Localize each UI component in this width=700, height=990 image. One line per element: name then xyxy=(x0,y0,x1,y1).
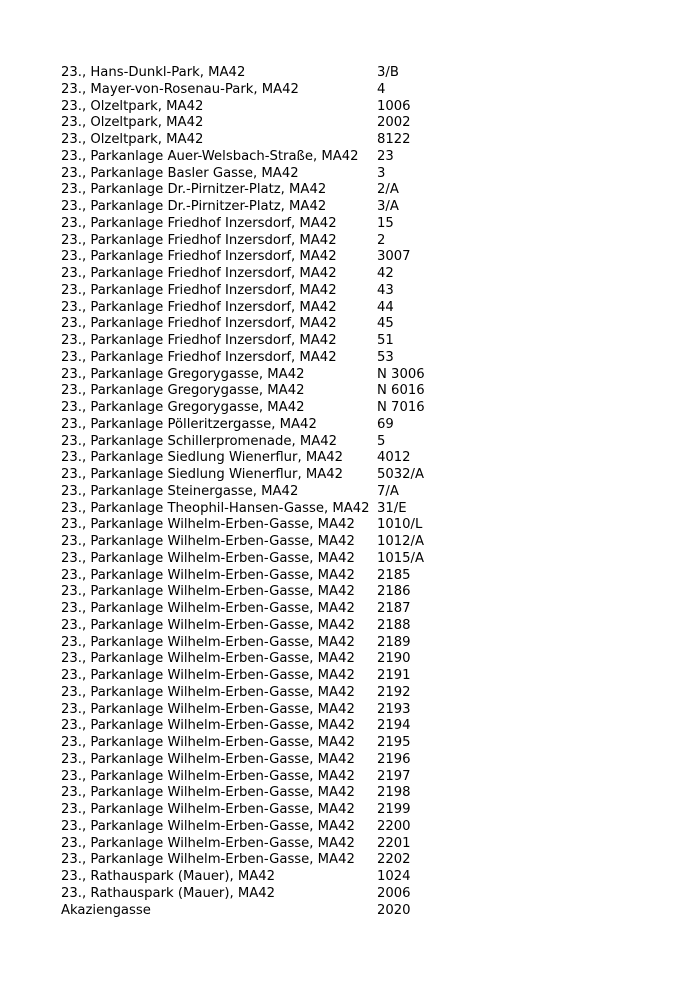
location-name: 23., Parkanlage Wilhelm-Erben-Gasse, MA42 xyxy=(61,550,355,566)
location-number: 4012 xyxy=(377,450,411,466)
location-name: 23., Parkanlage Wilhelm-Erben-Gasse, MA42 xyxy=(61,534,355,549)
table-row xyxy=(61,668,661,685)
location-name: 23., Parkanlage Wilhelm-Erben-Gasse, MA42 xyxy=(61,852,355,868)
location-number: 2198 xyxy=(377,785,411,801)
location-number: 1012/A xyxy=(377,534,425,549)
location-name: 23., Parkanlage Auer-Welsbach-Straße, MA42 xyxy=(61,148,359,164)
location-name: 23., Parkanlage Wilhelm-Erben-Gasse, MA42 xyxy=(61,668,355,683)
location-number: 31/E xyxy=(377,500,407,516)
table-row xyxy=(61,300,661,317)
location-name: 23., Parkanlage Wilhelm-Erben-Gasse, MA42 xyxy=(61,785,355,801)
location-number: 2195 xyxy=(377,735,411,750)
table-row xyxy=(61,651,661,668)
location-number: 3/B xyxy=(377,65,399,80)
table-row xyxy=(61,802,661,819)
location-number: 45 xyxy=(377,316,394,332)
location-name: 23., Parkanlage Theophil-Hansen-Gasse, MA42 xyxy=(61,500,370,516)
table-row xyxy=(61,166,661,183)
location-name: 23., Parkanlage Wilhelm-Erben-Gasse, MA42 xyxy=(61,718,355,734)
location-number: 1015/A xyxy=(377,550,425,566)
location-name: 23., Parkanlage Dr.-Pirnitzer-Platz, MA42 xyxy=(61,199,327,214)
table-row xyxy=(61,785,661,802)
table-row xyxy=(61,836,661,853)
location-name: Akaziengasse xyxy=(61,902,151,918)
location-number: 2189 xyxy=(377,634,411,650)
location-number: N 7016 xyxy=(377,400,425,415)
location-number: 2006 xyxy=(377,885,411,901)
table-row xyxy=(61,115,661,132)
location-name: 23., Parkanlage Siedlung Wienerflur, MA42 xyxy=(61,467,344,482)
table-row xyxy=(61,886,661,903)
table-row xyxy=(61,584,661,601)
table-row xyxy=(61,702,661,719)
location-name: 23., Parkanlage Siedlung Wienerflur, MA42 xyxy=(61,450,344,466)
location-number: 2201 xyxy=(377,835,411,851)
table-row xyxy=(61,149,661,166)
location-number: 1024 xyxy=(377,869,411,884)
location-name: 23., Parkanlage Friedhof Inzersdorf, MA42 xyxy=(61,282,337,298)
location-number: 2186 xyxy=(377,584,411,600)
location-name: 23., Parkanlage Friedhof Inzersdorf, MA42 xyxy=(61,266,337,281)
table-row xyxy=(61,685,661,702)
location-name: 23., Parkanlage Friedhof Inzersdorf, MA42 xyxy=(61,249,337,265)
location-name: 23., Parkanlage Wilhelm-Erben-Gasse, MA42 xyxy=(61,567,355,583)
table-row xyxy=(61,266,661,283)
location-name: 23., Parkanlage Gregorygasse, MA42 xyxy=(61,366,305,382)
location-number: 8122 xyxy=(377,132,411,147)
location-number: 2200 xyxy=(377,818,411,834)
location-name: 23., Parkanlage Wilhelm-Erben-Gasse, MA42 xyxy=(61,634,355,650)
table-row xyxy=(61,819,661,836)
location-name: 23., Parkanlage Friedhof Inzersdorf, MA42 xyxy=(61,349,337,365)
location-name: 23., Parkanlage Wilhelm-Erben-Gasse, MA42 xyxy=(61,651,355,667)
location-number: 2002 xyxy=(377,115,411,131)
location-number: 4 xyxy=(377,81,386,97)
location-number: 2197 xyxy=(377,768,411,784)
location-name: 23., Parkanlage Wilhelm-Erben-Gasse, MA42 xyxy=(61,617,355,633)
location-name: 23., Parkanlage Wilhelm-Erben-Gasse, MA42 xyxy=(61,584,355,600)
location-number: 5032/A xyxy=(377,467,425,482)
location-name: 23., Parkanlage Friedhof Inzersdorf, MA42 xyxy=(61,316,337,332)
table-row xyxy=(61,383,661,400)
location-name: 23., Parkanlage Friedhof Inzersdorf, MA42 xyxy=(61,299,337,315)
table-row xyxy=(61,249,661,266)
location-number: 15 xyxy=(377,215,394,231)
table-row xyxy=(61,82,661,99)
table-row xyxy=(61,618,661,635)
location-number: 69 xyxy=(377,416,394,432)
table-row xyxy=(61,635,661,652)
table-row xyxy=(61,132,661,149)
table-row xyxy=(61,316,661,333)
location-name: 23., Ölzeltpark, MA42 xyxy=(61,98,204,114)
location-number: 43 xyxy=(377,282,394,298)
table-row xyxy=(61,400,661,417)
location-name: 23., Parkanlage Pölleritzergasse, MA42 xyxy=(61,416,317,432)
location-number: 1010/L xyxy=(377,517,423,533)
location-number: 7/A xyxy=(377,483,399,499)
table-row xyxy=(61,903,661,920)
table-row xyxy=(61,484,661,501)
location-name: 23., Parkanlage Wilhelm-Erben-Gasse, MA42 xyxy=(61,701,355,717)
table-row xyxy=(61,534,661,551)
location-name: 23., Rathauspark (Mauer), MA42 xyxy=(61,869,276,884)
location-number: 2196 xyxy=(377,751,411,767)
location-number: 2194 xyxy=(377,718,411,734)
location-name: 23., Parkanlage Wilhelm-Erben-Gasse, MA42 xyxy=(61,802,355,817)
table-row xyxy=(61,233,661,250)
location-number: 5 xyxy=(377,433,386,449)
location-name: 23., Parkanlage Wilhelm-Erben-Gasse, MA42 xyxy=(61,751,355,767)
location-number: 2191 xyxy=(377,668,411,683)
location-name: 23., Parkanlage Wilhelm-Erben-Gasse, MA42 xyxy=(61,768,355,784)
table-row xyxy=(61,99,661,116)
location-number: 2188 xyxy=(377,617,411,633)
location-name: 23., Parkanlage Wilhelm-Erben-Gasse, MA42 xyxy=(61,517,355,533)
table-row xyxy=(61,182,661,199)
table-row xyxy=(61,467,661,484)
table-row xyxy=(61,450,661,467)
location-number: 44 xyxy=(377,299,394,315)
location-number: 1006 xyxy=(377,98,411,114)
location-number: 2193 xyxy=(377,701,411,717)
table-row xyxy=(61,718,661,735)
location-name: 23., Parkanlage Dr.-Pirnitzer-Platz, MA42 xyxy=(61,182,327,198)
location-name: 23., Parkanlage Gregorygasse, MA42 xyxy=(61,400,305,415)
location-name: 23., Parkanlage Wilhelm-Erben-Gasse, MA42 xyxy=(61,835,355,851)
table-row xyxy=(61,367,661,384)
location-name: 23., Mayer-von-Rosenau-Park, MA42 xyxy=(61,81,299,97)
location-number: 42 xyxy=(377,266,394,281)
table-row xyxy=(61,417,661,434)
location-number: 3 xyxy=(377,165,386,181)
location-number: 23 xyxy=(377,148,394,164)
table-row xyxy=(61,869,661,886)
table-row xyxy=(61,852,661,869)
table-row xyxy=(61,568,661,585)
location-number: 2202 xyxy=(377,852,411,868)
table-row xyxy=(61,551,661,568)
table-row xyxy=(61,501,661,518)
location-name: 23., Parkanlage Steinergasse, MA42 xyxy=(61,483,299,499)
location-name: 23., Parkanlage Gregorygasse, MA42 xyxy=(61,383,305,399)
table-row xyxy=(61,283,661,300)
location-name: 23., Parkanlage Friedhof Inzersdorf, MA42 xyxy=(61,333,337,348)
location-name: 23., Hans-Dunkl-Park, MA42 xyxy=(61,65,246,80)
table-row xyxy=(61,517,661,534)
location-number: 3/A xyxy=(377,199,399,214)
location-name: 23., Parkanlage Wilhelm-Erben-Gasse, MA42 xyxy=(61,601,355,616)
location-name: 23., Parkanlage Friedhof Inzersdorf, MA42 xyxy=(61,215,337,231)
location-number: 51 xyxy=(377,333,394,348)
location-number: N 6016 xyxy=(377,383,425,399)
location-name: 23., Parkanlage Wilhelm-Erben-Gasse, MA42 xyxy=(61,818,355,834)
location-name: 23., Ölzeltpark, MA42 xyxy=(61,132,204,147)
location-name: 23., Rathauspark (Mauer), MA42 xyxy=(61,885,276,901)
location-number: 53 xyxy=(377,349,394,365)
table-row xyxy=(61,350,661,367)
location-name: 23., Parkanlage Wilhelm-Erben-Gasse, MA42 xyxy=(61,735,355,750)
table-row xyxy=(61,216,661,233)
location-number: N 3006 xyxy=(377,366,425,382)
location-number: 2192 xyxy=(377,684,411,700)
location-name: 23., Parkanlage Schillerpromenade, MA42 xyxy=(61,433,338,449)
location-number: 2190 xyxy=(377,651,411,667)
table-row xyxy=(61,752,661,769)
location-number: 2187 xyxy=(377,601,411,616)
table-row xyxy=(61,601,661,618)
location-number: 2199 xyxy=(377,802,411,817)
location-number: 2185 xyxy=(377,567,411,583)
location-name: 23., Parkanlage Wilhelm-Erben-Gasse, MA42 xyxy=(61,684,355,700)
location-number: 3007 xyxy=(377,249,411,265)
table-row xyxy=(61,65,661,82)
table-row xyxy=(61,333,661,350)
location-name: 23., Ölzeltpark, MA42 xyxy=(61,115,204,131)
table-row xyxy=(61,735,661,752)
location-number: 2/A xyxy=(377,182,399,198)
location-number: 2 xyxy=(377,232,386,248)
location-list xyxy=(61,65,661,919)
location-name: 23., Parkanlage Basler Gasse, MA42 xyxy=(61,165,299,181)
location-number: 2020 xyxy=(377,902,411,918)
table-row xyxy=(61,769,661,786)
location-name: 23., Parkanlage Friedhof Inzersdorf, MA42 xyxy=(61,232,337,248)
table-row xyxy=(61,199,661,216)
table-row xyxy=(61,434,661,451)
